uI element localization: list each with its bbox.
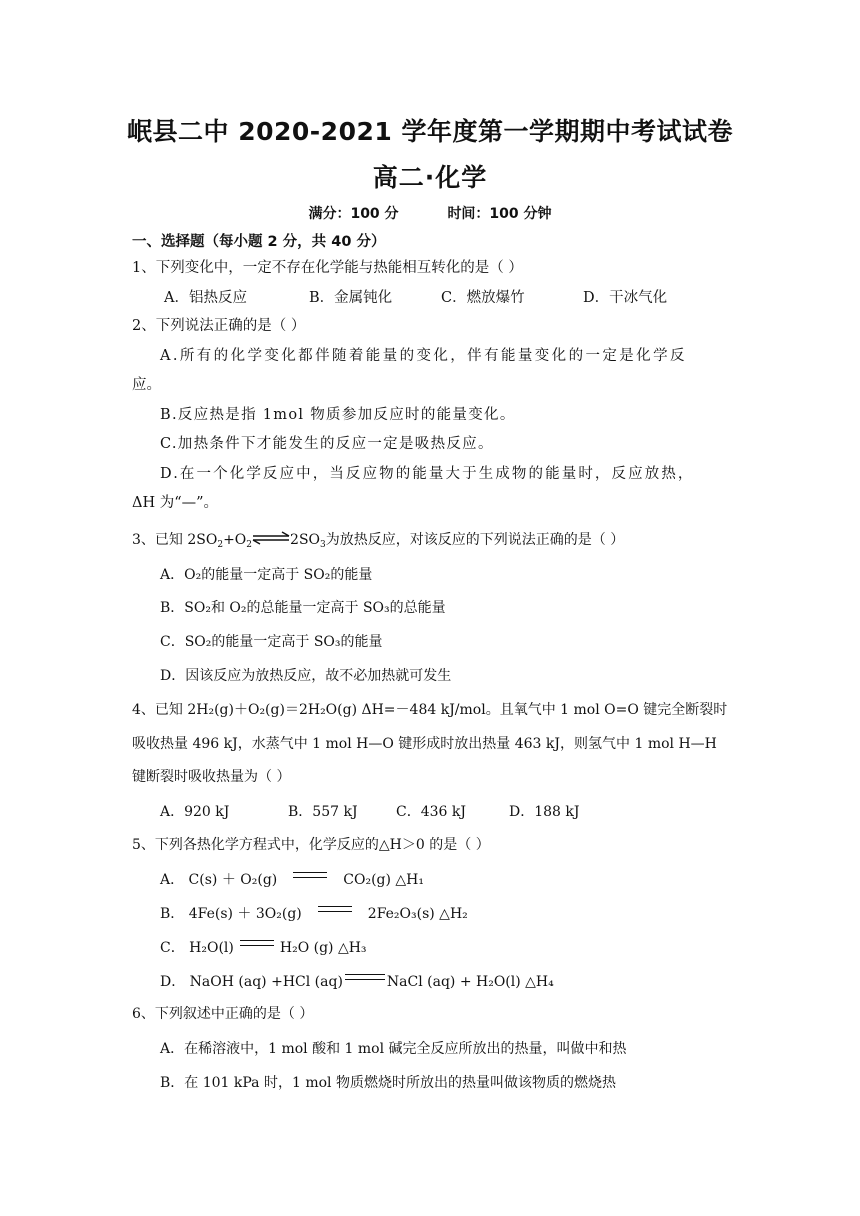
equals-sign (293, 871, 327, 881)
question-3-option-c: C．SO₂的能量一定高于 SO₃的能量 (160, 634, 383, 650)
question-1-options (164, 288, 667, 308)
question-2-option-b: B.反应热是指 1mol 物质参加反应时的能量变化。 (160, 407, 516, 423)
question-4-line3: 键断裂时吸收热量为（ ） (132, 769, 291, 785)
section-heading: 一、选择题（每小题 2 分，共 40 分） (132, 234, 386, 250)
question-2-option-d-line1: D.在一个化学反应中，当反应物的能量大于生成物的能量时，反应放热， (160, 466, 695, 482)
question-5-option-c: C． H₂O(l) H₂O (g) △H₃ (160, 940, 367, 956)
equals-sign (240, 939, 274, 949)
reversible-arrow-icon (252, 531, 290, 545)
question-4-options (160, 802, 580, 822)
question-3-option-a: A．O₂的能量一定高于 SO₂的能量 (160, 567, 373, 583)
exam-time: 时间：100 分钟 (447, 206, 552, 222)
equals-sign (345, 973, 385, 983)
question-2-option-a-line1: A.所有的化学变化都伴随着能量的变化，伴有能量变化的一定是化学反 (160, 348, 687, 364)
option-b: B．金属钝化 (309, 290, 393, 306)
question-2-option-c: C.加热条件下才能发生的反应一定是吸热反应。 (160, 436, 494, 452)
question-2-option-a-line2: 应。 (132, 377, 161, 393)
option-a: A．920 kJ (160, 804, 230, 820)
question-4-line1: 4、已知 2H₂(g)＋O₂(g)＝2H₂O(g) ΔH=－484 kJ/mol。且氧气中 1 mol O=O 键完全断裂时 (132, 702, 728, 718)
option-d: D．干冰气化 (583, 290, 668, 306)
question-4-line2: 吸收热量 496 kJ，水蒸气中 1 mol H—O 键形成时放出热量 463 kJ，则氢气中 1 mol H—H (132, 736, 717, 752)
question-3-stem: 3、已知 $2SO_2+O_2$ $2SO_3$为放热反应，对该反应的下列说法正确的是（ ） (132, 532, 625, 550)
option-c: C．燃放爆竹 (441, 290, 525, 306)
question-3-option-b: B．SO₂和 O₂的总能量一定高于 SO₃的总能量 (160, 600, 446, 616)
question-1-stem: 1、下列变化中，一定不存在化学能与热能相互转化的是（ ） (132, 260, 523, 276)
question-5-option-a: A． C(s) ＋ O₂(g) CO₂(g) △H₁ (160, 872, 424, 888)
question-2-stem: 2、下列说法正确的是（ ） (132, 318, 306, 334)
question-5-stem: 5、下列各热化学方程式中，化学反应的△H＞0 的是（ ） (132, 837, 490, 853)
question-3-option-d: D．因该反应为放热反应，故不必加热就可发生 (160, 668, 452, 684)
option-c: C．436 kJ (396, 804, 466, 820)
full-score: 满分：100 分 (308, 206, 399, 222)
equals-sign (318, 905, 352, 915)
question-6-option-b: B．在 101 kPa 时，1 mol 物质燃烧时所放出的热量叫做该物质的燃烧热 (160, 1075, 616, 1091)
question-2-option-d-line2: ΔH 为“—”。 (132, 495, 219, 511)
question-5-option-d: D． NaOH (aq) +HCl (aq) NaCl (aq) + H₂O(l) △H₄ (160, 974, 554, 990)
option-d: D．188 kJ (509, 804, 580, 820)
question-6-option-a: A．在稀溶液中，1 mol 酸和 1 mol 碱完全反应所放出的热量，叫做中和热 (160, 1041, 627, 1057)
exam-title: 岷县二中 2020-2021 学年度第一学期期中考试试卷 (127, 117, 733, 146)
option-a: A．铝热反应 (164, 290, 247, 306)
question-5-option-b: B． 4Fe(s) ＋ 3O₂(g) 2Fe₂O₃(s) △H₂ (160, 906, 468, 922)
question-6-stem: 6、下列叙述中正确的是（ ） (132, 1006, 314, 1022)
exam-subtitle: 高二·化学 (372, 163, 488, 192)
exam-meta (0, 203, 860, 223)
option-b: B．557 kJ (288, 804, 358, 820)
